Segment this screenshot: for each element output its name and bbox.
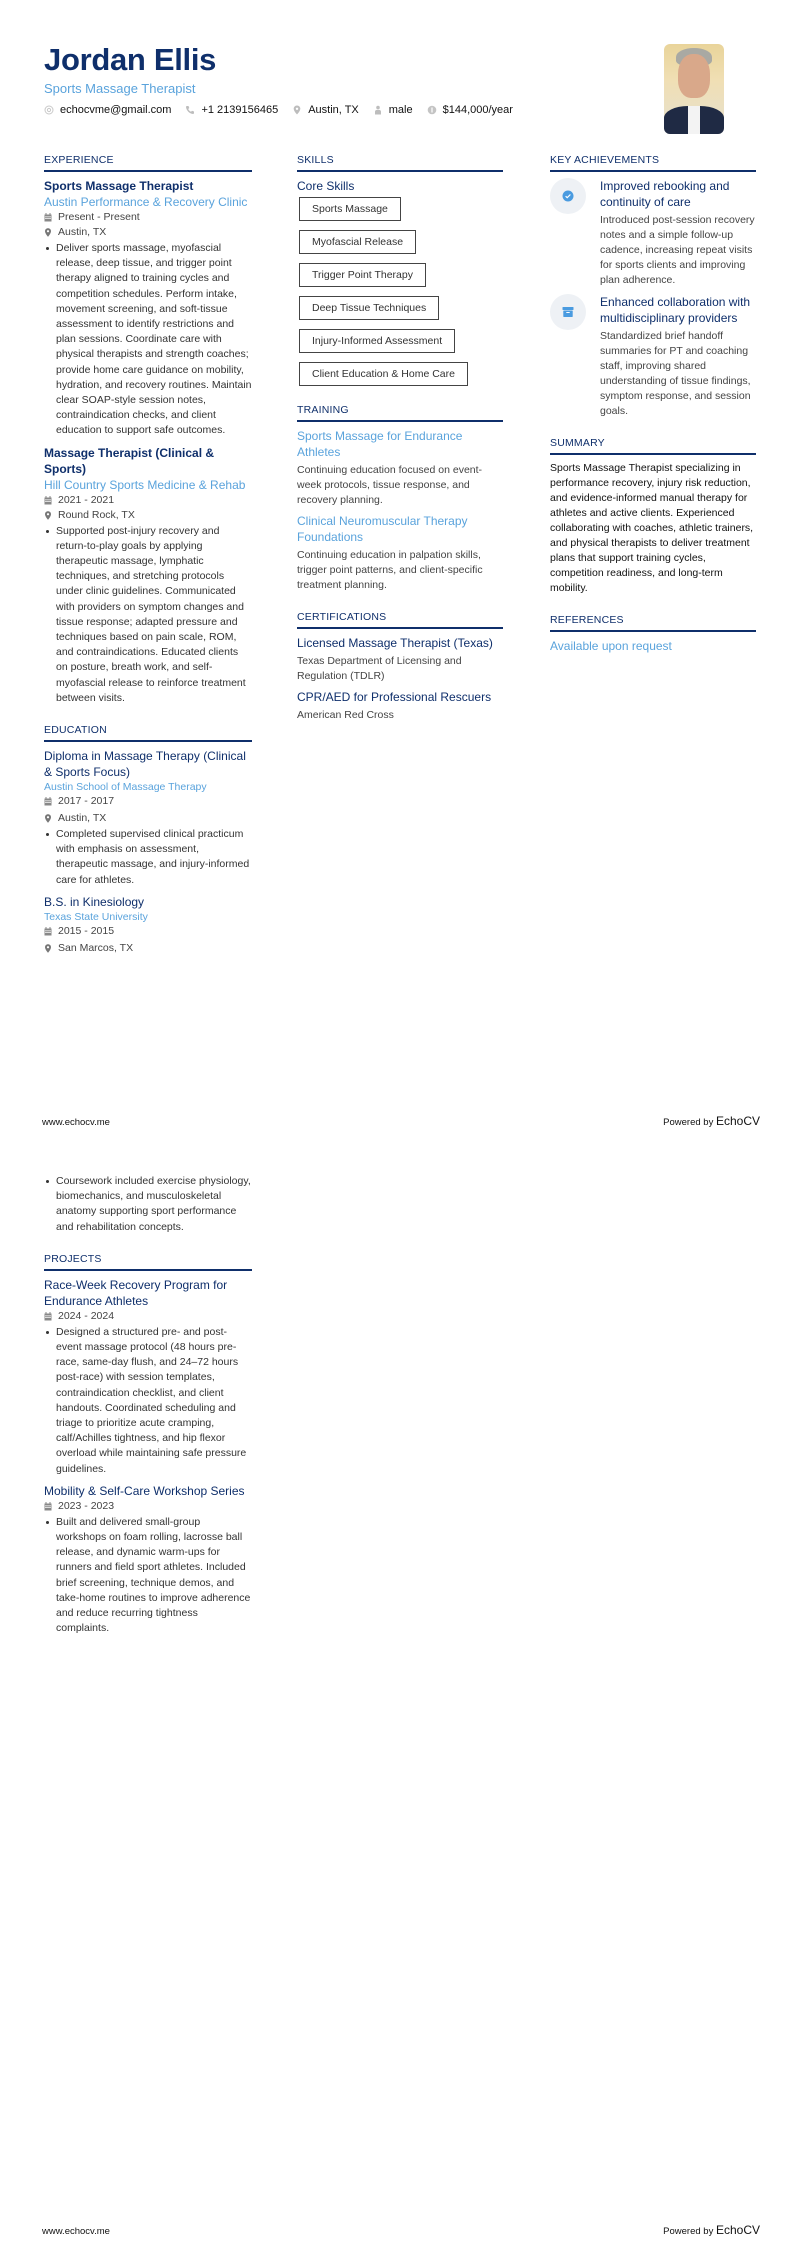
degree: B.S. in Kinesiology — [44, 894, 145, 909]
training-description: Continuing education focused on event-week protocols, tissue response, and recovery planning. — [297, 464, 483, 506]
section-heading-skills: SKILLS — [297, 154, 503, 172]
skills-section — [297, 154, 503, 386]
certification-issuer: American Red Cross — [297, 709, 394, 721]
summary-text: Sports Massage Therapist specializing in performance recovery, injury risk reduction, and evidence-informed manual therapy for athletes and active clients. Experienced collaborating with coaches, athletic trainers, and physical therapists to deliver treatment plans that support training cycles, competition readiness, and long-term mobility. — [550, 462, 754, 594]
project-bullets — [44, 1515, 252, 1637]
contact-gender-value: male — [388, 104, 413, 116]
location-pin-icon — [44, 511, 52, 520]
calendar-icon — [44, 927, 52, 936]
training-section — [297, 404, 503, 593]
job-location: Austin, TX — [44, 225, 252, 240]
certifications-section — [297, 611, 503, 723]
job-dates: Present - Present — [44, 210, 252, 225]
section-heading-certifications: CERTIFICATIONS — [297, 611, 503, 629]
contact-email-value: echocvme@gmail.com — [60, 104, 172, 116]
school: Texas State University — [44, 910, 148, 923]
at-icon — [44, 105, 54, 115]
left-column-continued — [44, 1173, 252, 1654]
education-dates: 2017 - 2017 — [44, 794, 252, 809]
education-entry — [44, 748, 252, 888]
calendar-icon — [44, 797, 52, 806]
person-icon — [373, 105, 383, 115]
footer-powered-by: Powered by EchoCV — [663, 1114, 760, 1128]
footer-website-link[interactable]: www.echocv.me — [42, 2226, 110, 2237]
contact-gender — [373, 104, 413, 116]
bullet-item: Coursework included exercise physiology, biomechanics, and musculoskeletal anatomy supporting sport performance and rehabilitation concepts. — [44, 1174, 252, 1235]
section-heading-education: EDUCATION — [44, 724, 252, 742]
contact-email[interactable] — [44, 104, 171, 116]
contact-location — [292, 104, 359, 116]
project-dates: 2024 - 2024 — [44, 1309, 252, 1324]
education-section — [44, 724, 252, 956]
project-dates: 2023 - 2023 — [44, 1499, 252, 1514]
skill-chip: Deep Tissue Techniques — [299, 296, 439, 320]
left-column — [44, 154, 252, 974]
achievement-title: Enhanced collaboration with multidisciplinary providers — [600, 295, 751, 325]
section-heading-experience: EXPERIENCE — [44, 154, 252, 172]
projects-section — [44, 1253, 252, 1637]
experience-entry — [44, 178, 252, 439]
education-location: San Marcos, TX — [44, 941, 252, 956]
location-pin-icon — [292, 105, 302, 115]
bullet-item: Deliver sports massage, myofascial release, deep tissue, and trigger point therapy aligned to training cycles and competition schedules. Perform intake, movement screening, and soft-tissue assessment to identify restrictions and plan sessions. Coordinate care with physical therapists and strength coaches; provide home care guidance on mobility, hydration, and recovery routines. Maintain clear SOAP-style session notes, contraindication checks, and client education to support safe outcomes. — [44, 241, 252, 439]
footer-powered-by: Powered by EchoCV — [663, 2223, 760, 2237]
bullet-item: Completed supervised clinical practicum with emphasis on assessment, therapeutic massage, and injury-informed care for athletes. — [44, 827, 252, 888]
contact-phone-value: +1 2139156465 — [201, 104, 279, 116]
resume-header — [44, 42, 644, 116]
experience-entry — [44, 445, 252, 706]
job-bullets — [44, 524, 252, 706]
right-column — [550, 154, 756, 672]
archive-box-icon — [550, 294, 586, 330]
section-heading-summary: SUMMARY — [550, 437, 756, 455]
footer-brand[interactable]: EchoCV — [715, 1114, 760, 1128]
job-title: Massage Therapist (Clinical & Sports) — [44, 445, 215, 476]
section-heading-achievements: KEY ACHIEVEMENTS — [550, 154, 756, 172]
education-bullets — [44, 827, 252, 888]
project-title: Mobility & Self-Care Workshop Series — [44, 1483, 245, 1498]
training-title: Sports Massage for Endurance Athletes — [297, 429, 463, 459]
job-location: Round Rock, TX — [44, 508, 252, 523]
skill-chip: Myofascial Release — [299, 230, 416, 254]
contact-salary-value: $144,000/year — [442, 104, 513, 116]
section-heading-training: TRAINING — [297, 404, 503, 422]
achievement-title: Improved rebooking and continuity of care — [600, 179, 730, 209]
references-section — [550, 614, 756, 654]
school: Austin School of Massage Therapy — [44, 781, 207, 794]
calendar-icon — [44, 1502, 52, 1511]
contact-phone[interactable] — [185, 104, 278, 116]
footer-website-link[interactable]: www.echocv.me — [42, 1117, 110, 1128]
job-dates: 2021 - 2021 — [44, 493, 252, 508]
page-footer — [42, 2223, 760, 2237]
location-pin-icon — [44, 814, 52, 823]
candidate-title: Sports Massage Therapist — [44, 81, 196, 96]
calendar-icon — [44, 1312, 52, 1321]
achievement-description: Introduced post-session recovery notes and a simple follow-up cadence, increasing repeat visits for sports clients and improving plan adherence. — [600, 214, 755, 286]
calendar-icon — [44, 213, 52, 222]
candidate-name: Jordan Ellis — [44, 42, 217, 77]
contact-location-value: Austin, TX — [308, 104, 359, 116]
resume-page-2 — [0, 1123, 794, 2246]
employer: Austin Performance & Recovery Clinic — [44, 195, 248, 209]
section-heading-projects: PROJECTS — [44, 1253, 252, 1271]
training-description: Continuing education in palpation skills, trigger point patterns, and client-specific treatment planning. — [297, 549, 483, 591]
education-bullets-continued — [44, 1174, 252, 1235]
job-bullets — [44, 241, 252, 439]
check-circle-icon — [550, 178, 586, 214]
location-pin-icon — [44, 944, 52, 953]
education-dates: 2015 - 2015 — [44, 924, 252, 939]
job-title: Sports Massage Therapist — [44, 179, 194, 193]
skill-chip: Injury-Informed Assessment — [299, 329, 455, 353]
certification-title: Licensed Massage Therapist (Texas) — [297, 636, 493, 650]
section-heading-references: REFERENCES — [550, 614, 756, 632]
references-text: Available upon request — [550, 639, 672, 653]
certification-issuer: Texas Department of Licensing and Regulation (TDLR) — [297, 655, 462, 682]
project-entry — [44, 1277, 252, 1477]
achievement-description: Standardized brief handoff summaries for PT and coaching staff, improving shared understanding of tissue findings, symptom response, and session goals. — [600, 330, 751, 417]
achievement-item — [550, 294, 756, 419]
skill-chip: Client Education & Home Care — [299, 362, 468, 386]
contact-bar — [44, 104, 644, 116]
middle-column — [297, 154, 503, 741]
footer-brand[interactable]: EchoCV — [715, 2223, 760, 2237]
bullet-item: Designed a structured pre- and post-event massage protocol (48 hours pre-race, same-day flush, and 24–72 hours post-race) with session templates, contraindication checklist, and client handouts. Coordinated scheduling and triage to prioritize acute cramping, calf/Achilles tightness, and hip flexor overload while maintaining safe pressure guidelines. — [44, 1325, 252, 1477]
salary-icon — [427, 105, 437, 115]
training-title: Clinical Neuromuscular Therapy Foundations — [297, 514, 468, 544]
bullet-item: Built and delivered small-group workshops on foam rolling, lacrosse ball release, and dynamic warm-ups for runners and field sport athletes. Included brief screening, technique demos, and take-home routines to improve adherence and reduce recurring tightness complaints. — [44, 1515, 252, 1637]
project-bullets — [44, 1325, 252, 1477]
location-pin-icon — [44, 228, 52, 237]
certification-title: CPR/AED for Professional Rescuers — [297, 690, 492, 704]
profile-photo — [664, 44, 724, 134]
bullet-item: Supported post-injury recovery and return-to-play goals by applying therapeutic massage, lymphatic techniques, and stretching protocols under clinic guidelines. Communicated with providers on symptom changes and tissue response; adapted pressure and techniques based on pain scale, ROM, and contraindications. Educated clients on posture, breath work, and self-myofascial release to reinforce treatment between visits. — [44, 524, 252, 706]
project-title: Race-Week Recovery Program for Endurance Athletes — [44, 1277, 228, 1308]
skill-chip: Sports Massage — [299, 197, 401, 221]
contact-salary — [427, 104, 513, 116]
calendar-icon — [44, 496, 52, 505]
phone-icon — [185, 105, 195, 115]
experience-section — [44, 154, 252, 706]
summary-section — [550, 437, 756, 596]
skill-group-label: Core Skills — [297, 179, 355, 193]
achievements-section — [550, 154, 756, 419]
employer: Hill Country Sports Medicine & Rehab — [44, 477, 246, 492]
degree: Diploma in Massage Therapy (Clinical & Sports Focus) — [44, 749, 246, 780]
education-location: Austin, TX — [44, 811, 252, 826]
achievement-item — [550, 178, 756, 288]
skill-chip: Trigger Point Therapy — [299, 263, 426, 287]
project-entry — [44, 1483, 252, 1637]
education-entry — [44, 894, 252, 956]
